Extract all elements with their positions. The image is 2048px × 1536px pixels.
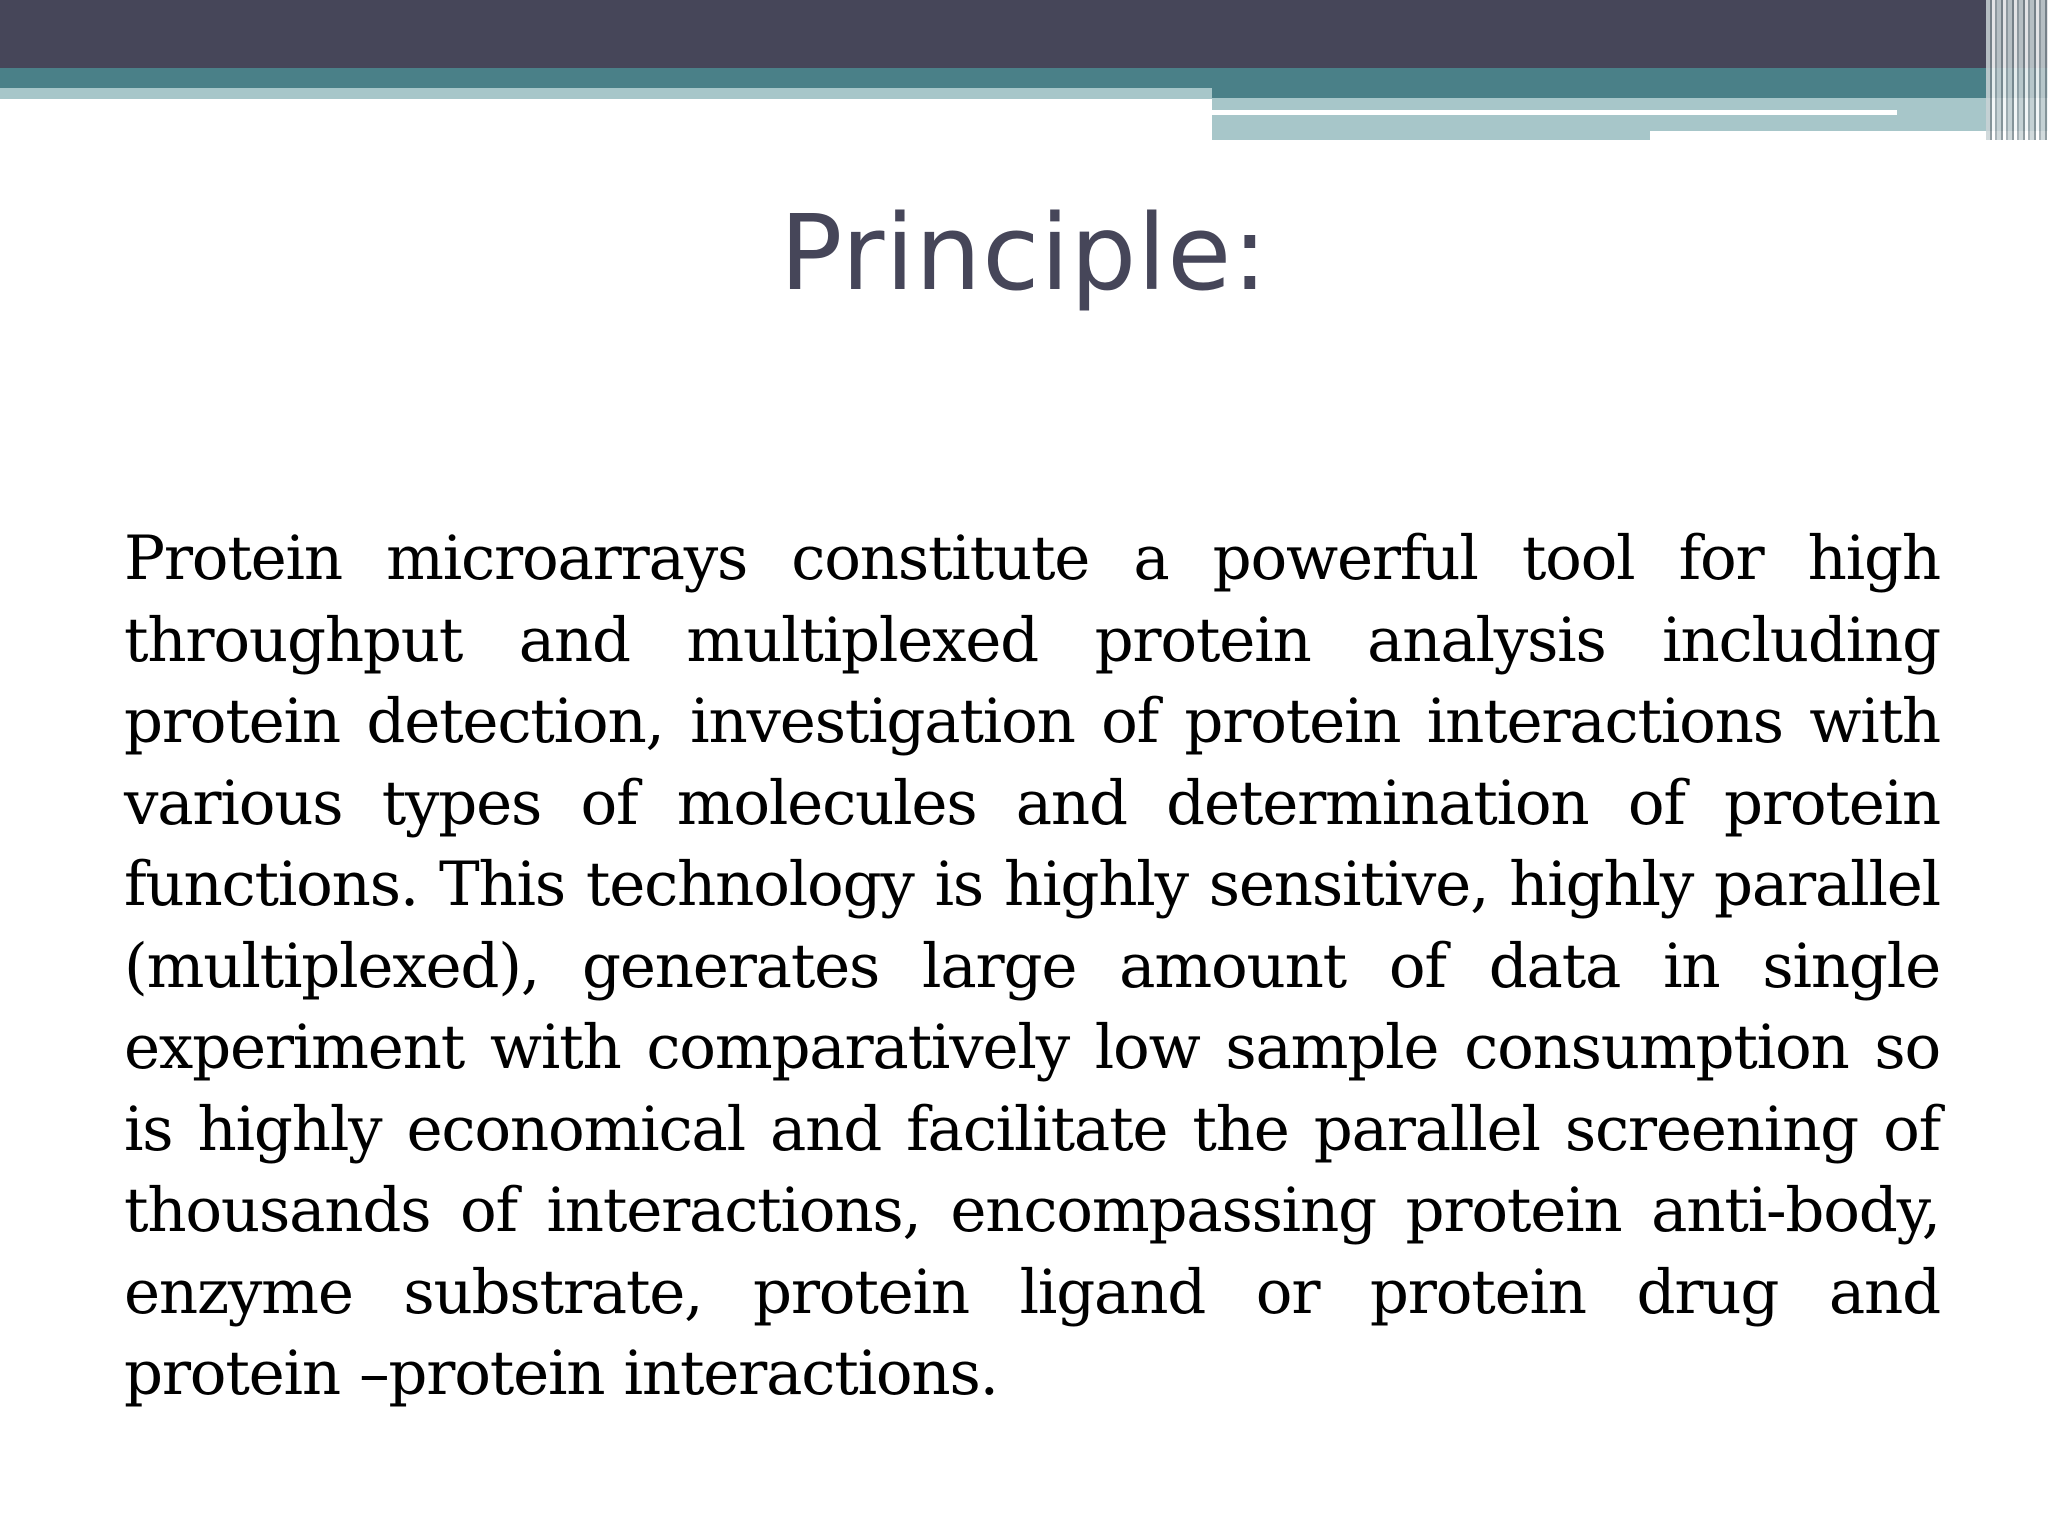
header-teal-band-left: [0, 68, 1212, 88]
slide-body-paragraph: Protein microarrays constitute a powerful tool for high throughput and multiplexed protein analysis including protein detection, investigation of protein interactions with various types of molecules and determination of protein functions. This technology is highly sensitive, highly parallel (multiplexed), generates large amount of data in single experiment with comparatively low sample consumption so is highly economical and facilitate the parallel screening of thousands of interactions, encompassing protein anti-body, enzyme substrate, protein ligand or protein drug and protein –protein interactions.: [124, 523, 1940, 1409]
header-dark-band: [0, 0, 2048, 68]
header-pale-band-left: [0, 88, 1212, 99]
header-edge-stripes: [1986, 0, 2048, 140]
header-white-line: [1212, 110, 1897, 115]
slide-title: Principle:: [779, 192, 1269, 314]
header-teal-band-right: [1212, 68, 2048, 98]
